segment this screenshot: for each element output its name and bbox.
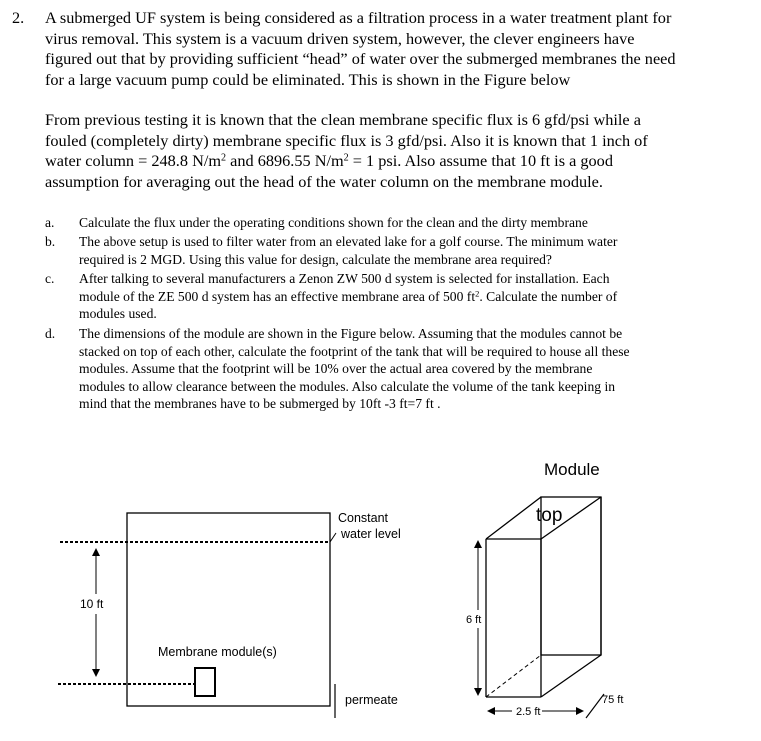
module-diagram — [466, 460, 623, 718]
superscript: 2 — [475, 287, 480, 298]
part-letter: b. — [45, 234, 56, 249]
part-line: modules to allow clearance between the modules. Also calculate the volume of the tank keeping in — [79, 378, 616, 394]
water-level-label: Constant — [338, 511, 389, 525]
part-line: mind that the membranes have to be submerged by 10ft -3 ft=7 ft . — [79, 396, 441, 411]
permeate-label: permeate — [345, 693, 398, 707]
given-line: assumption for averaging out the head of the water column on the membrane module. — [45, 171, 603, 191]
water-level-label: water level — [341, 527, 401, 541]
given-text: water column = 248.8 N/m — [45, 151, 222, 170]
part-letter: a. — [45, 215, 55, 230]
tank-height-label: 10 ft — [80, 597, 104, 611]
part-line: The dimensions of the module are shown in the Figure below. Assuming that the modules cannot be — [79, 326, 623, 341]
superscript: 2 — [343, 152, 349, 164]
intro-line: A submerged UF system is being considered as a filtration process in a water treatment plant for — [45, 8, 672, 27]
part-line: modules. Assume that the footprint will be 10% over the actual area covered by the membrane — [79, 361, 593, 376]
part-line: After talking to several manufacturers a Zenon ZW 500 d system is selected for installation. Each — [79, 271, 610, 286]
given-line: From previous testing it is known that the clean membrane specific flux is 6 gfd/psi while a — [45, 110, 641, 129]
module-title: Module — [544, 460, 600, 479]
water-level-leader — [330, 533, 336, 542]
part-line: stacked on top of each other, calculate the footprint of the tank that will be required to house all these — [79, 343, 630, 359]
module-edge — [541, 655, 601, 697]
part-letter: c. — [45, 271, 55, 286]
given-text: = 1 psi. Also assume that 10 ft is a good — [348, 151, 613, 170]
given-line: fouled (completely dirty) membrane specific flux is 3 gfd/psi. Also it is known that 1 inch of — [45, 130, 648, 150]
part-line: required is 2 MGD. Using this value for design, calculate the membrane area required? — [79, 251, 552, 267]
tank-diagram — [58, 511, 401, 718]
module-hidden-edge — [486, 655, 541, 697]
module-height-label: 6 ft — [466, 614, 482, 626]
part-text: . Calculate the number of — [479, 288, 618, 304]
intro-line: for a large vacuum pump could be eliminated. This is shown in the Figure below — [45, 69, 571, 89]
intro-line: figured out that by providing sufficient “head” of water over the submerged membranes the need — [45, 49, 676, 68]
module-depth-label: 75 ft — [602, 694, 624, 706]
module-width-label: 2.5 ft — [516, 706, 541, 718]
given-text: and 6896.55 N/m — [226, 151, 344, 170]
part-letter: d. — [45, 326, 56, 341]
module-edge — [486, 497, 541, 539]
part-line: The above setup is used to filter water from an elevated lake for a golf course. The minimum water — [79, 234, 618, 249]
part-line: Calculate the flux under the operating conditions shown for the clean and the dirty membrane — [79, 215, 588, 230]
module-top-label: top — [536, 505, 563, 526]
membrane-module — [195, 668, 215, 696]
superscript: 2 — [221, 152, 227, 164]
membrane-module-label: Membrane module(s) — [158, 645, 277, 659]
intro-line: virus removal. This system is a vacuum driven system, however, the clever engineers have — [45, 28, 635, 48]
part-text: module of the ZE 500 d system has an effective membrane area of 500 ft — [79, 288, 476, 304]
part-line: modules used. — [79, 306, 157, 321]
question-number: 2. — [12, 8, 25, 27]
